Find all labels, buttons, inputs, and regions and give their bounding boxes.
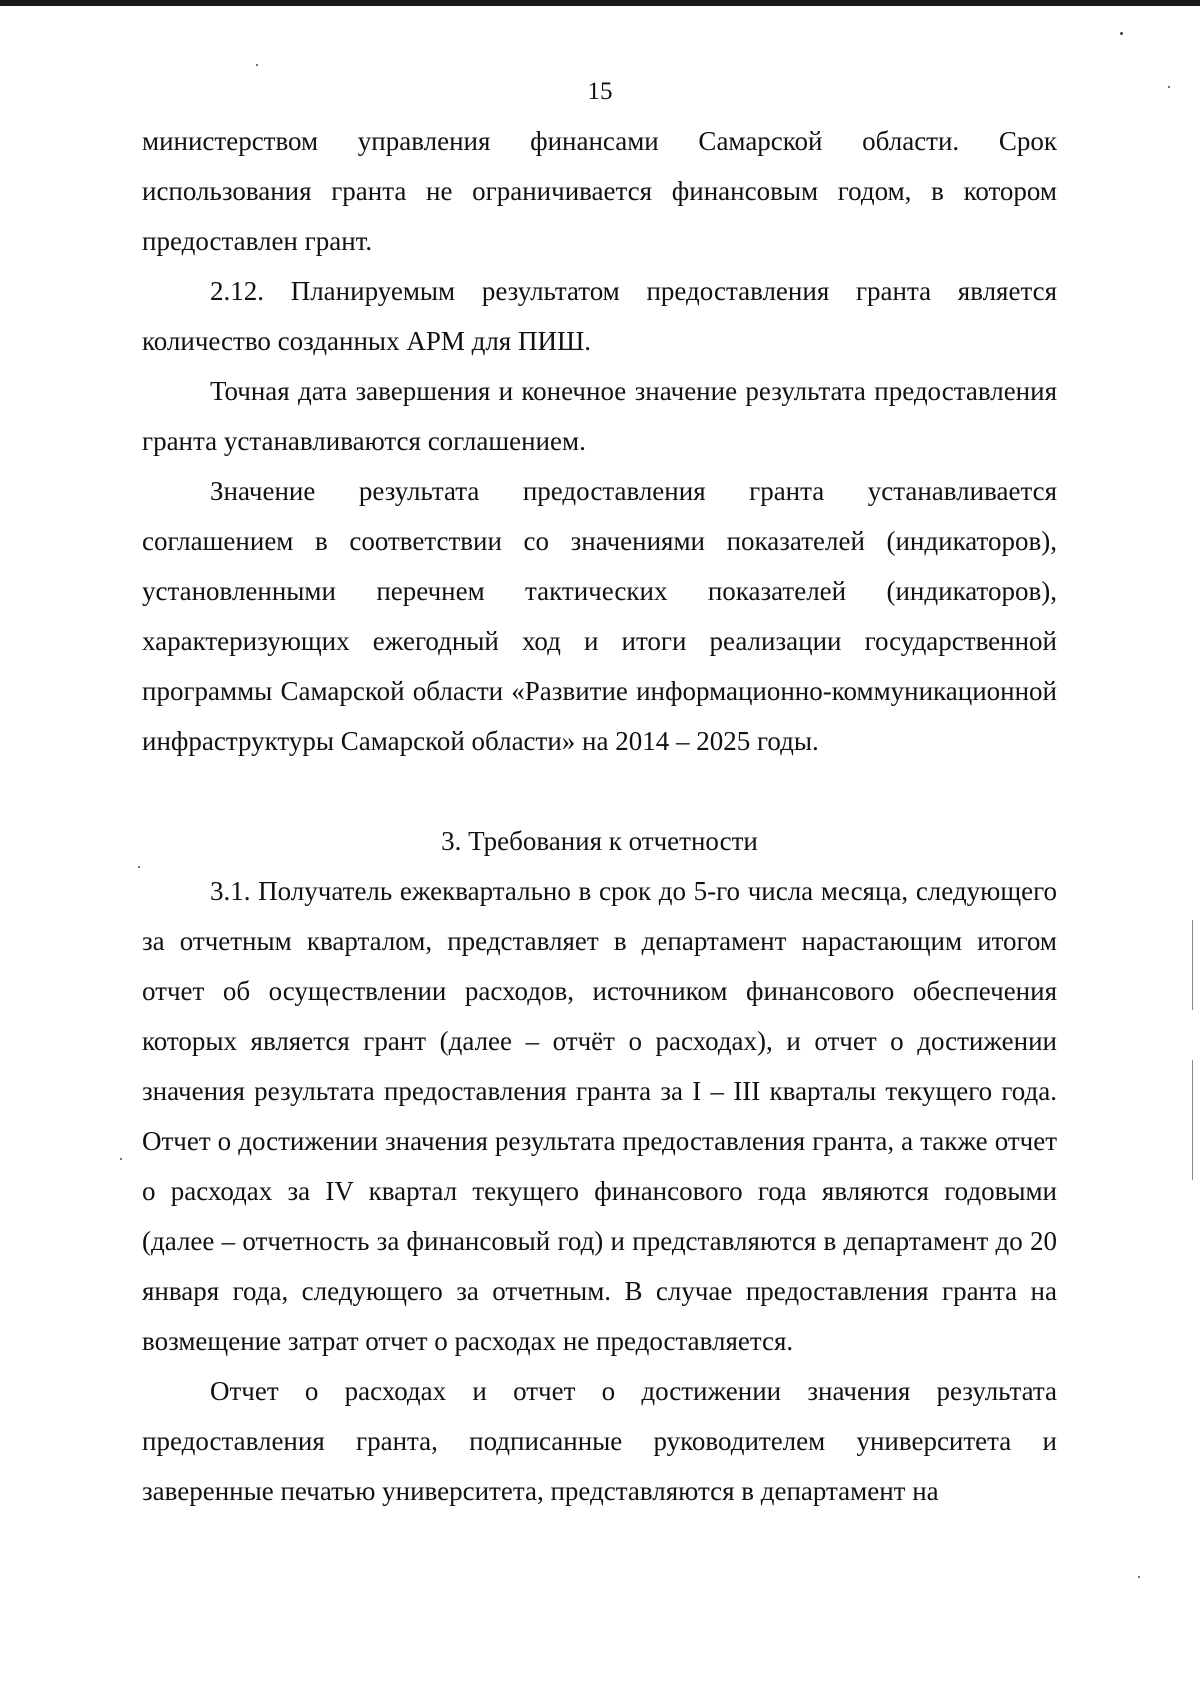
scan-margin-line [1192,1060,1193,1180]
paragraph-result-value: Значение результата предоставления гранта устанавливается соглашением в соответствии со значениями показателей (индикаторов), установленными перечнем тактических показателей (индикаторов), характеризующих ежегодный ход и итоги реализации государственной программы Самарской области «Развитие информационно-коммуникационной инфраструктуры Самарской области» на 2014 – 2025 годы. [142,476,1057,756]
section-heading: 3. Требования к отчетности [441,826,758,856]
paragraph-report-submission: Отчет о расходах и отчет о достижении значения результата предоставления гранта, подписанные руководителем университета и заверенные печатью университета, представляются в департамент на [142,1376,1057,1506]
paragraph-completion-date: Точная дата завершения и конечное значение результата предоставления гранта устанавливаются соглашением. [142,376,1057,456]
scan-speck [120,1158,122,1160]
section-gap [142,766,1057,816]
scan-speck [138,866,140,868]
scan-speck [256,64,258,66]
scan-speck [1138,1576,1140,1578]
scan-speck [1120,32,1123,35]
scan-margin-line [1192,920,1193,1010]
paragraph-continuation: министерством управления финансами Самарской области. Срок использования гранта не ограничивается финансовым годом, в котором предоставлен грант. [142,126,1057,256]
paragraph-2-12: 2.12. Планируемым результатом предоставления гранта является количество созданных АРМ для ПИШ. [142,276,1057,356]
document-text [142,116,1057,1516]
page-number: 15 [587,78,613,105]
scan-speck [1168,86,1170,88]
paragraph-3-1: 3.1. Получатель ежеквартально в срок до 5-го числа месяца, следующего за отчетным кварталом, представляет в департамент нарастающим итогом отчет об осуществлении расходов, источником финансового обеспечения которых является грант (далее – отчёт о расходах), и отчет о достижении значения результата предоставления гранта за I – III кварталы текущего года. Отчет о достижении значения результата предоставления гранта, а также отчет о расходах за IV квартал текущего финансового года являются годовыми (далее – отчетность за финансовый год) и представляются в департамент до 20 января года, следующего за отчетным. В случае предоставления гранта на возмещение затрат отчет о расходах не предоставляется. [142,876,1057,1356]
